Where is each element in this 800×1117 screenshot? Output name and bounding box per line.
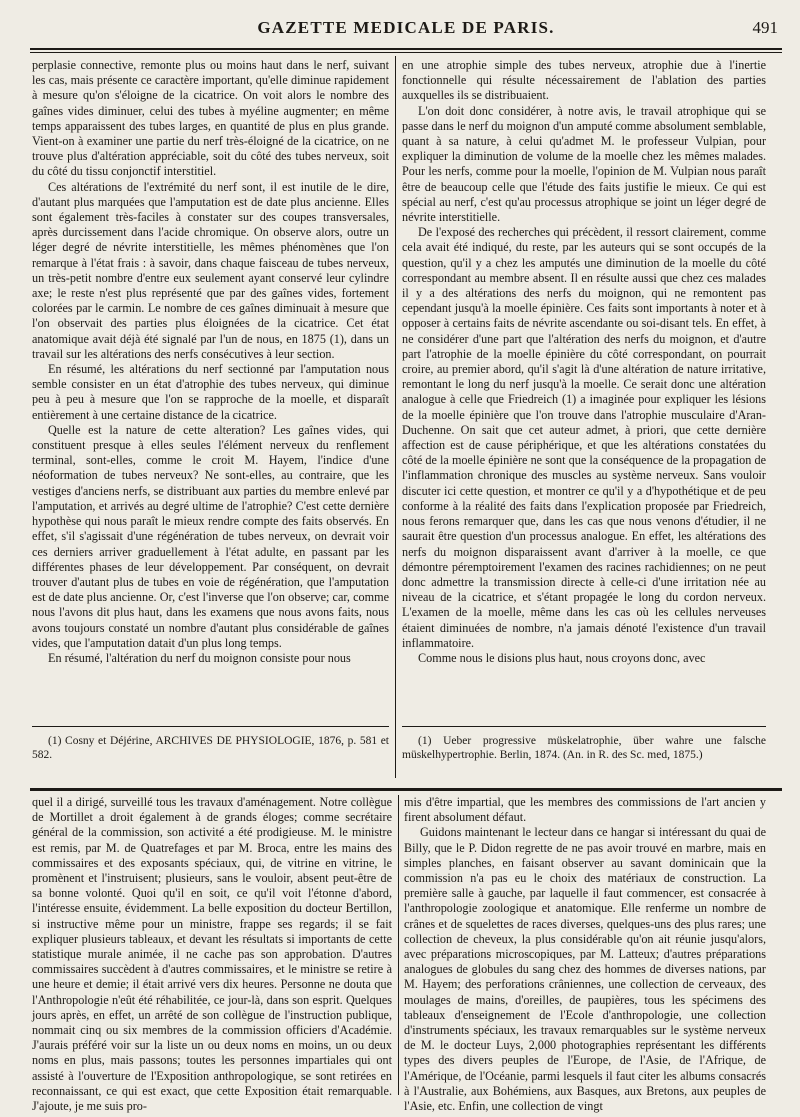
footnote-rule-left	[32, 726, 389, 727]
paragraph: En résumé, les altérations du nerf sectionné par l'amputation nous semble consister en un état d'atrophie des tubes nerveux, qui diminue peu à peu à mesure que l'on se rapproche de la moelle, et disparaît entièrement à une certaine distance de la cicatrice.	[32, 362, 389, 422]
paragraph: quel il a dirigé, surveillé tous les travaux d'aménagement. Notre collègue de Mortillet a droit également à de grands éloges; comme secrétaire général de la commission, son activité a été prodigieuse. M. le ministre est remis, par M. de Quatrefages et par M. Broca, entre les mains des commissaires et des exposants spéciaux, qui, de vitrine en vitrine, le promènent et l'instruisent; plusieurs, sans le vouloir, absent peut-être de sa bonne volonté. Quoi qu'il en soit, ce qu'il voit l'étonne d'abord, l'intéresse ensuite, évidemment. La belle exposition du docteur Bertillon, si instructive même pour un ministre, frappe ses regards; il se fait expliquer plusieurs tableaux, et devant les résultats si importants de cette statistique murale animée, il ne cache pas son approbation. D'autres commissaires succèdent à d'autres commissaires, et le ministre se retire à une heure et demie; il était arrivé vers dix heures. Personne ne douta que l'Anthropologie n'eût été réhabilitée, ce jour-là, dans son esprit. Quelques jours après, en effet, un arrêté de son collègue de l'instruction publique, nommait cinq ou six membres de la commission officiers d'Académie. J'aurais préféré voir sur la liste un ou deux noms en moins, un ou deux noms en plus, mais passons; toutes les personnes impartiales qui ont assisté à l'ouverture de l'Exposition anthropologique, se sont retirées en reconnaissant, ce qui est exact, que cette Exposition était remarquable. J'ajoute, je me suis pro-	[32, 795, 392, 1114]
running-header	[30, 18, 782, 40]
header-rule-thin	[30, 52, 782, 53]
page-number: 491	[752, 18, 778, 37]
paragraph: En résumé, l'altération du nerf du moignon consiste pour nous	[48, 650, 351, 665]
top-right-column	[402, 58, 766, 666]
paragraph: Comme nous le disions plus haut, nous croyons donc, avec	[418, 650, 706, 665]
paragraph: mis d'être impartial, que les membres des commissions de l'art ancien y firent absolument défaut.	[404, 795, 766, 825]
column-divider-bottom	[398, 795, 399, 1095]
footnote-left	[32, 734, 389, 762]
top-left-column	[32, 58, 389, 666]
bottom-right-column	[404, 795, 766, 1114]
footnote-right	[402, 734, 766, 762]
paragraph: De l'exposé des recherches qui précèdent, il ressort clairement, comme cela avait été indiqué, du reste, par les auteurs qui se sont occupés de la question, qu'il y a chez les amputés une diminution de la moelle du côté correspondant au membre absent. Il en résulte aussi que chez ces malades il y a des altérations des nerfs du moignon, qui ne remontent pas cependant jusqu'à la moelle épinière. Ces faits sont importants à noter et à opposer à certains faits de névrite ascendante ou soi-disant tels. En effet, à ne considérer d'une part que l'altération des nerfs du moignon, et d'autre part l'atrophie de la moelle épinière du côté correspondant, on pourrait croire, au premier abord, qu'il s'agit là d'une altération de nature irritative, remontant le long du nerf jusqu'à la moelle. Ce serait donc une altération analogue à celle que Friedreich (1) a imaginée pour expliquer les lésions de la moelle épinière que l'on trouve dans l'atrophie musculaire d'Aran-Duchenne. On sait que cet auteur admet, à priori, que cette dernière affection est de cause périphérique, et que les altérations constatées du côté de la moelle épinière ne sont que la conséquence de la propagation de l'inflammation chronique des muscles au système nerveux. Sans vouloir discuter ici cette question, et montrer ce qu'il y a d'hypothétique et de peu conforme à la réalité des faits dans l'explication proposée par Friedreich, nous ferons remarquer que, dans les cas que nous venons d'étudier, il ne saurait être question d'un processus analogue. En effet, les altérations des nerfs du moignon disparaissent avant d'arriver à la moelle, ce que démontre péremptoirement l'examen des racines rachidiennes; on ne peut donc admettre la transmission directe à celle-ci d'une irritation née au niveau de la cicatrice, et s'étant propagée le long du cordon nerveux. L'examen de la moelle, même dans les cas où les cellules nerveuses étaient diminuées de nombre, n'a jamais dénoté l'existence d'un travail inflammatoire.	[402, 225, 766, 650]
journal-title: GAZETTE MEDICALE DE PARIS.	[257, 18, 555, 37]
paragraph: en une atrophie simple des tubes nerveux, atrophie due à l'inertie fonctionnelle qui résulte nécessairement de l'ablation des parties auxquelles ils se distribuaient.	[402, 58, 766, 103]
paragraph: Quelle est la nature de cette alteration? Les gaînes vides, qui constituent presque à elles seules l'élément nerveux du renflement terminal, sont-elles, comme le croit M. Hayem, l'indice d'une néoformation de tubes nerveux? Ne sont-elles, au contraire, que les vestiges d'anciens nerfs, se distribuant aux parties du membre enlevé par l'amputation, et arrivés au degré ultime de l'atrophie? C'est cette dernière hypothèse qui nous paraît le mieux rendre compte des faits observés. En effet, s'il s'agissait d'une régénération de tubes nerveux, on devrait voir ces derniers arriver graduellement à l'état adulte, en passant par les différentes phases de leur développement. Par conséquent, on devrait trouver d'autant plus de tubes en voie de régénération, que l'amputation est de date plus ancienne. Or, c'est l'inverse que l'on observe; car, comme nous l'avons dit plus haut, dans les examens que nous avons faits, nous avons toujours constaté un nombre d'autant plus considérable de gaînes vides, que l'amputation datait d'un plus long temps.	[32, 422, 389, 650]
paragraph: Ces altérations de l'extrémité du nerf sont, il est inutile de le dire, d'autant plus marquées que l'amputation est de date plus ancienne. Elles sont également très-faciles à constater sur des coupes transversales, après durcissement dans l'acide chromique. On observe alors, outre un léger degré de névrite interstitielle, les mêmes phénomènes que l'on remarque à l'état frais : à savoir, dans chaque faisceau de tubes nerveux, un très-petit nombre d'entre eux seulement ayant conservé leur cylindre axe; le reste n'est plus représenté que par des gaînes vides, fortement colorées par le carmin. Le nombre de ces gaînes diminuait à mesure que l'on observait des parties plus éloignées de la cicatrice. Cet état anatomique avait déjà été signalé par l'un de nous, en 1875 (1), dans un travail sur les altérations des nerfs consécutives à leur section.	[32, 179, 389, 361]
column-divider	[395, 56, 396, 778]
bottom-left-column	[32, 795, 392, 1114]
paragraph: perplasie connective, remonte plus ou moins haut dans le nerf, suivant les cas, mais présente ce caractère important, qu'elle diminue rapidement à mesure qu'on s'éloigne de la cicatrice. On voit alors le nombre des gaînes vides diminuer, celui des tubes à myéline augmenter; en même temps apparaissent des tubes larges, en quantité de plus en plus grande. Vient-on à examiner une partie du nerf très-éloigné de la cicatrice, on ne trouve plus d'altération appréciable, soit du côté des tubes nerveux, soit du côté du tissu conjonctif interstitiel.	[32, 58, 389, 179]
footnote-text: (1) Cosny et Déjérine, ARCHIVES DE PHYSIOLOGIE, 1876, p. 581 et 582.	[32, 735, 389, 761]
paragraph: L'on doit donc considérer, à notre avis, le travail atrophique qui se passe dans le nerf du moignon d'un amputé comme absolument semblable, quant à sa nature, à celui qu'admet M. le professeur Vulpian, pour expliquer la diminution de volume de la moelle chez les mêmes malades. Pour les nerfs, comme pour la moelle, l'opinion de M. Vulpian nous paraît être de beaucoup celle que l'étude des faits justifie le mieux. Ce qui est spécial au nerf, c'est qu'au processus atrophique se joint un léger degré de névrite interstitielle.	[402, 103, 767, 225]
paragraph: Guidons maintenant le lecteur dans ce hangar si intéressant du quai de Billy, que le P. Didon regrette de ne pas avoir trouvé en marbre, mais en simples planches, en faisant observer au savant dominicain que la commission n'a pas eu le choix des matériaux de construction. La première salle à gauche, par laquelle il faut commencer, est consacrée à l'anthropologie zoologique et anatomique. Elle renferme un nombre de crânes et de squelettes de races diverses, quelques-uns des plus rares; une collection de cheveux, la plus considérable qu'on ait réunie jusqu'alors, avec préparations microscopiques, par M. Latteux; d'autres préparations analogues de globules du sang chez des hommes de diverses nations, par M. Hayem; des perforations crâniennes, une collection de cerveaux, des moulages de mains, d'oreilles, de paupières, tous les spécimens des tableaux d'enseignement de l'Ecole d'anthropologie, une collection d'instruments spéciaux, les travaux remarquables sur le système nerveux de M. le docteur Luys, 2,000 photographies représentant les différents types des divers peuples de l'Europe, de l'Asie, de l'Afrique, de l'Amérique, de l'Océanie, parmi lesquels il faut citer les albums consacrés à l'Australie, aux Bohémiens, aux Basques, aux Bretons, aux peuples de l'Asie, etc. Enfin, une collection de vingt	[404, 825, 766, 1114]
header-rule	[30, 48, 782, 50]
footnote-rule-right	[402, 726, 766, 727]
section-separator	[30, 788, 782, 791]
footnote-text: (1) Ueber progressive müskelatrophie, über wahre une falsche müskelhypertrophie. Berlin, 1874. (An. in R. des Sc. med, 1875.)	[402, 735, 766, 761]
